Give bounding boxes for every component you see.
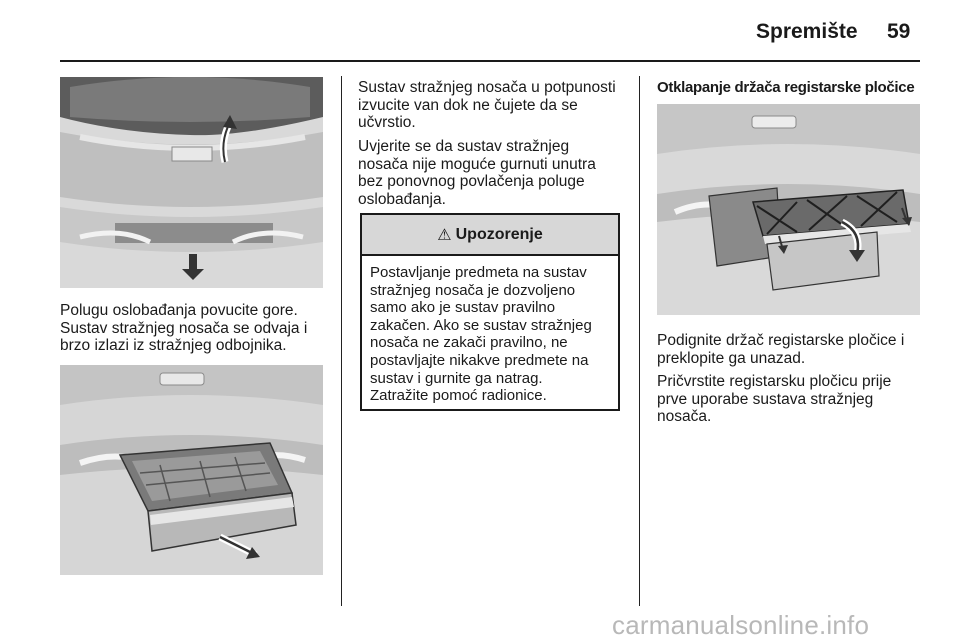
caption-release-lever [60, 302, 307, 355]
text-line: prve uporabe sustava stražnjeg [657, 390, 874, 408]
text-line: Podignite držač registarske pločice i [657, 332, 905, 349]
footer-watermark[interactable]: carmanualsonline.info [612, 610, 870, 640]
text-line: nosača nije moguće gurnuti unutra [358, 155, 596, 173]
text-line: samo ako je sustav pravilno [370, 299, 556, 317]
text-line: bez ponovnog povlačenja poluge [358, 173, 585, 191]
text-line: Postavljanje predmeta na sustav [370, 264, 587, 281]
warning-triangle-icon: ⚠ [437, 226, 452, 244]
column-divider-2 [639, 76, 640, 606]
page-number: 59 [887, 20, 911, 43]
text-line: Uvjerite se da sustav stražnjeg [358, 138, 570, 155]
warning-title: Upozorenje [455, 225, 543, 243]
text-line: izvucite van dok ne čujete da se [358, 96, 578, 114]
text-line: stražnjeg nosača je dozvoljeno [370, 281, 576, 299]
warning-header [362, 215, 618, 256]
page-title: Spremište [756, 20, 858, 43]
text-line: učvrstio. [358, 114, 416, 132]
column-divider-1 [341, 76, 342, 606]
paragraph-verify [358, 138, 596, 208]
warning-box [360, 213, 620, 411]
paragraph-attach-plate [657, 373, 891, 426]
paragraph-pull-out [358, 79, 616, 132]
text-line: brzo izlazi iz stražnjeg odbojnika. [60, 337, 287, 355]
figure-plate-holder [657, 104, 920, 315]
text-line: Zatražite pomoć radionice. [370, 387, 547, 405]
paragraph-fold-holder [657, 332, 904, 367]
text-line: Polugu oslobađanja povucite gore. [60, 302, 298, 319]
text-line: Sustav stražnjeg nosača u potpunosti [358, 79, 616, 96]
figure-carrier-drawer [60, 365, 323, 575]
warning-body [362, 256, 618, 405]
text-line: postavljajte nikakve predmete na [370, 351, 589, 369]
text-line: Sustav stražnjeg nosača se odvaja i [60, 319, 308, 337]
text-line: nosača ne zakači pravilno, ne [370, 334, 568, 352]
text-line: nosača. [657, 408, 712, 426]
text-line: oslobađanja. [358, 190, 446, 208]
text-line: preklopite ga unazad. [657, 349, 806, 367]
header-divider [60, 60, 920, 62]
text-line: zakačen. Ako se sustav stražnjeg [370, 316, 592, 334]
text-line: sustav i gurnite ga natrag. [370, 369, 543, 387]
section-heading: Otklapanje držača registarske pločice [657, 79, 915, 96]
figure-release-lever [60, 77, 323, 288]
text-line: Pričvrstite registarsku pločicu prije [657, 373, 892, 390]
